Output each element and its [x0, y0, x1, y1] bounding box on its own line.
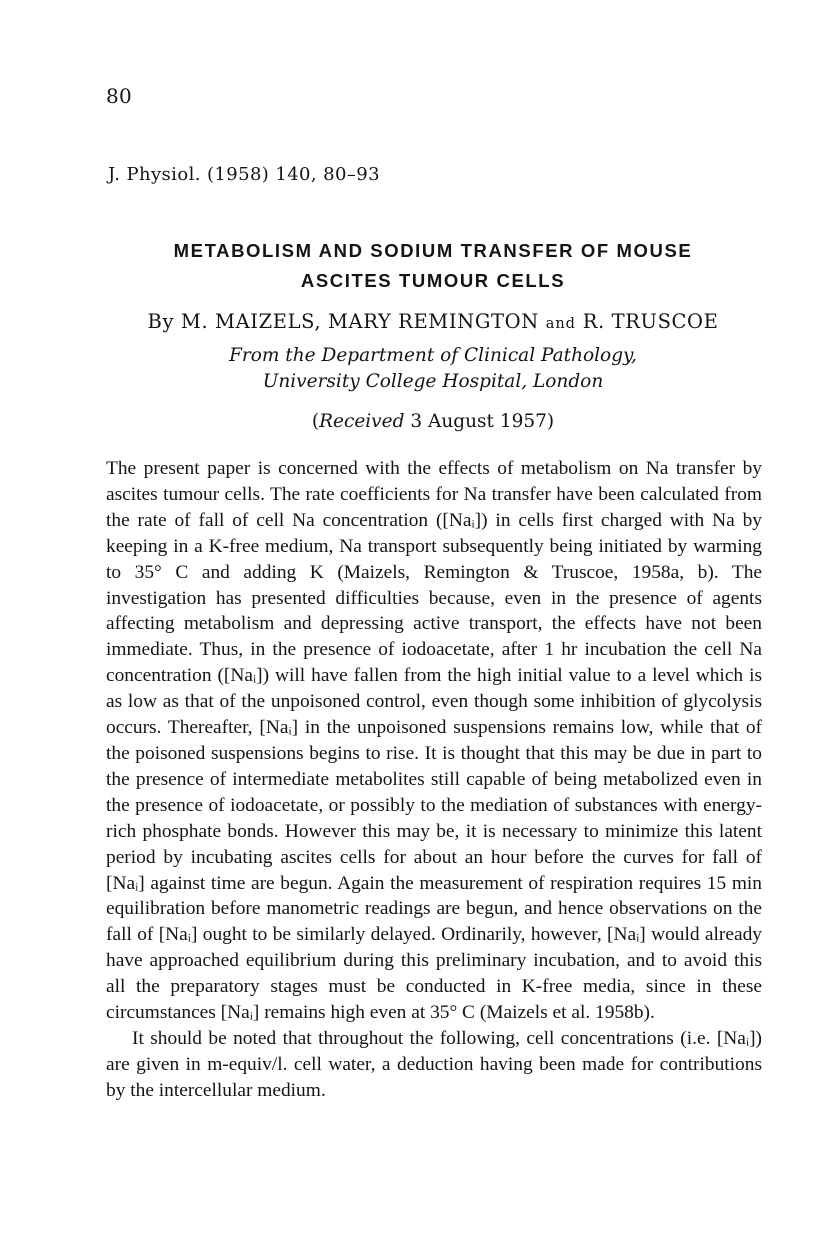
received-date-value: 3 August 1957 [410, 411, 547, 432]
affiliation-line-1: From the Department of Clinical Pathology, [229, 345, 637, 366]
author-byline [108, 310, 758, 333]
article-title [108, 236, 758, 296]
affiliation-line-2: University College Hospital, London [262, 371, 604, 392]
received-label: Received [319, 411, 405, 432]
title-line-2: ASCITES TUMOUR CELLS [300, 270, 566, 291]
byline-authors: M. MAIZELS, MARY REMINGTON [180, 310, 539, 333]
body-text [106, 456, 762, 1104]
affiliation [108, 343, 758, 395]
body-paragraph: The present paper is concerned with the effects of metabolism on Na transfer by ascites tumour cells. The rate coefficients for Na transfer have been calculated from the rate of fall of cell Na concentration ([Naᵢ]) in cells first charged with Na by keeping in a K-free medium, Na transport subsequently being initiated by warming to 35° C and adding K (Maizels, Remington & Truscoe, 1958a, b). The investigation has presented difficulties because, even in the presence of agents affecting metabolism and depressing active transport, the effects have not been immediate. Thus, in the presence of iodoacetate, after 1 hr incubation the cell Na concentration ([Naᵢ]) will have fallen from the high initial value to a level which is as low as that of the unpoisoned control, even though some inhibition of glycolysis occurs. Thereafter, [Naᵢ] in the unpoisoned suspensions remains low, while that of the poisoned suspensions begins to rise. It is thought that this may be due in part to the presence of intermediate metabolites still capable of being metabolized even in the presence of iodoacetate, or possibly to the mediation of substances with energy-rich phosphate bonds. However this may be, it is necessary to minimize this latent period by incubating ascites cells for about an hour before the curves for fall of [Naᵢ] against time are begun. Again the measurement of respiration requires 15 min equilibration before manometric readings are begun, and hence observations on the fall of [Naᵢ] ought to be similarly delayed. Ordinarily, however, [Naᵢ] would already have approached equilibrium during this preliminary incubation, and to avoid this all the preparatory stages must be conducted in K-free media, since in these circumstances [Naᵢ] remains high even at 35° C (Maizels et al. 1958b). [106, 458, 762, 1024]
byline-by: By [147, 310, 175, 333]
title-line-1: METABOLISM AND SODIUM TRANSFER OF MOUSE [173, 240, 693, 261]
journal-citation: J. Physiol. (1958) 140, 80–93 [108, 164, 380, 185]
byline-last-author: R. TRUSCOE [582, 310, 719, 333]
received-date: (Received 3 August 1957) [311, 411, 555, 432]
body-paragraph: It should be noted that throughout the following, cell concentrations (i.e. [Naᵢ]) are given in m-equiv/l. cell water, a deduction having been made for contributions by the intercellular medium. [106, 1027, 762, 1101]
byline-and: and [545, 316, 576, 332]
page-number: 80 [106, 84, 133, 108]
